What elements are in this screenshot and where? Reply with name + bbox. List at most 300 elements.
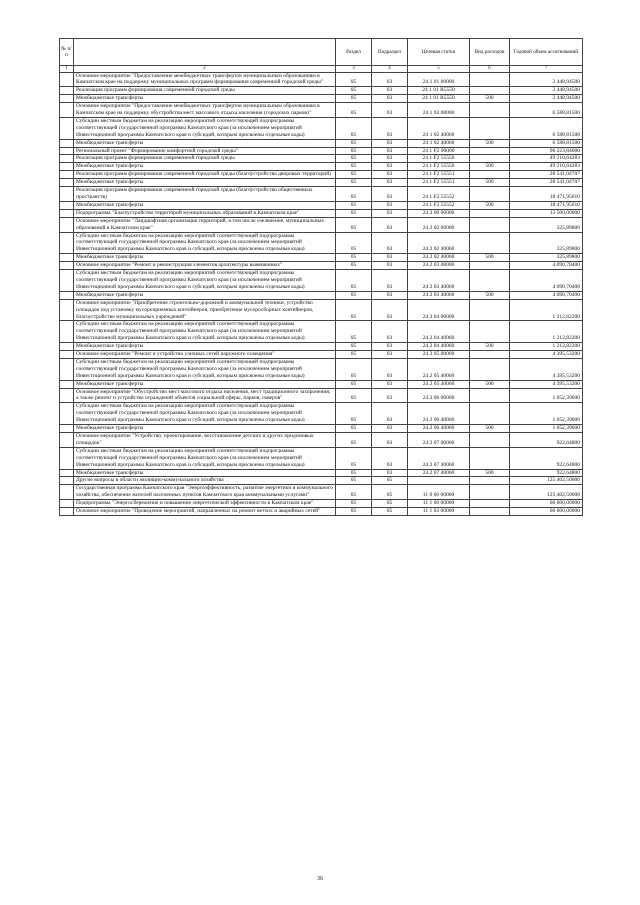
row-annual-sum-cell: 2 448,94500 [510, 95, 583, 103]
row-number-cell [60, 187, 74, 202]
table-row [60, 232, 583, 254]
row-number-cell [60, 433, 74, 448]
column-number: 7 [510, 66, 583, 73]
row-razdel-cell: 05 [336, 147, 372, 155]
column-number: 6 [470, 66, 510, 73]
row-name-cell: Межбюджетные трансферты [74, 425, 336, 433]
row-razdel-cell: 05 [336, 95, 372, 103]
row-annual-sum-cell: 13 500,00000 [510, 209, 583, 217]
column-number: 1 [60, 66, 74, 73]
row-podrazdel-cell: 03 [372, 321, 408, 343]
row-name-cell: Подпрограмма "Энергосбережение и повышение энергетической эффективности в Камчатском крае" [74, 500, 336, 508]
header-num: № п/п [60, 39, 74, 66]
row-number-cell [60, 403, 74, 425]
row-annual-sum-cell: 922,64800 [510, 469, 583, 477]
row-annual-sum-cell: 922,64800 [510, 447, 583, 469]
table-row [60, 403, 583, 425]
row-annual-sum-cell: 6 588,81500 [510, 103, 583, 118]
row-podrazdel-cell: 03 [372, 163, 408, 171]
table-row [60, 262, 583, 270]
row-podrazdel-cell: 03 [372, 358, 408, 380]
row-name-cell: Межбюджетные трансферты [74, 179, 336, 187]
header-podrazdel: Подраздел [372, 39, 408, 66]
table-row [60, 388, 583, 403]
row-razdel-cell: 05 [336, 254, 372, 262]
row-podrazdel-cell: 03 [372, 262, 408, 270]
row-target-article-cell: 24 2 04 00000 [408, 299, 470, 321]
row-razdel-cell: 05 [336, 291, 372, 299]
row-razdel-cell: 05 [336, 425, 372, 433]
row-expense-type-cell [470, 299, 510, 321]
table-row [60, 171, 583, 179]
table-row [60, 87, 583, 95]
row-name-cell: Основное мероприятие "Обустройство мест массового отдыха населения, мест традиционного захоронения, а также ремонт и устройство ограждений объектов социальной сферы, парков, скверов" [74, 388, 336, 403]
row-expense-type-cell: 500 [470, 254, 510, 262]
row-expense-type-cell [470, 232, 510, 254]
row-target-article-cell: 24 1 02 40060 [408, 117, 470, 139]
row-name-cell: Межбюджетные трансферты [74, 95, 336, 103]
row-name-cell: Основное мероприятие "Ремонт и реконструкция элементов архитектуры вывешенных" [74, 262, 336, 270]
row-name-cell: Другие вопросы в области жилищно-коммунального хозяйства [74, 477, 336, 485]
row-razdel-cell: 05 [336, 232, 372, 254]
row-podrazdel-cell: 03 [372, 388, 408, 403]
row-target-article-cell: 11 1 03 00000 [408, 508, 470, 516]
row-name-cell: Основное мероприятие "Предоставление межбюджетных трансфертов муниципальным образованиям в Камчатском крае на поддержку муниципальных программ формирования современной городской среды" [74, 72, 336, 87]
row-podrazdel-cell: 03 [372, 155, 408, 163]
row-expense-type-cell [470, 147, 510, 155]
row-annual-sum-cell: 325,89800 [510, 232, 583, 254]
row-number-cell [60, 117, 74, 139]
row-expense-type-cell [470, 321, 510, 343]
row-target-article-cell: 24 2 04 40060 [408, 343, 470, 351]
row-number-cell [60, 500, 74, 508]
row-target-article-cell: 24 1 F2 55552 [408, 187, 470, 202]
row-razdel-cell: 05 [336, 201, 372, 209]
row-annual-sum-cell: 6 588,81500 [510, 117, 583, 139]
row-razdel-cell: 05 [336, 163, 372, 171]
row-expense-type-cell: 500 [470, 179, 510, 187]
row-podrazdel-cell: 03 [372, 72, 408, 87]
table-body [60, 72, 583, 515]
table-row [60, 201, 583, 209]
row-expense-type-cell [470, 262, 510, 270]
row-annual-sum-cell: 18 471,95010 [510, 187, 583, 202]
row-expense-type-cell [470, 485, 510, 500]
row-target-article-cell: 24 1 F2 55550 [408, 155, 470, 163]
row-annual-sum-cell: 6 588,81500 [510, 139, 583, 147]
row-number-cell [60, 217, 74, 232]
row-expense-type-cell: 500 [470, 380, 510, 388]
row-razdel-cell: 05 [336, 321, 372, 343]
row-expense-type-cell: 500 [470, 343, 510, 351]
table-row [60, 179, 583, 187]
row-name-cell: Основное мероприятие "Предоставление межбюджетных трансфертов муниципальным образованиям в Камчатском крае на поддержку обустройства мест массового отдыха населения (городских парков)" [74, 103, 336, 118]
row-podrazdel-cell: 03 [372, 351, 408, 359]
row-razdel-cell: 05 [336, 299, 372, 321]
row-number-cell [60, 358, 74, 380]
row-razdel-cell: 05 [336, 72, 372, 87]
row-target-article-cell: 24 2 04 40060 [408, 321, 470, 343]
row-number-cell [60, 270, 74, 292]
row-razdel-cell: 05 [336, 103, 372, 118]
row-target-article-cell: 24 1 02 40060 [408, 139, 470, 147]
row-razdel-cell: 05 [336, 447, 372, 469]
table-row [60, 155, 583, 163]
row-annual-sum-cell: 4 395,53200 [510, 380, 583, 388]
table-row [60, 299, 583, 321]
row-number-cell [60, 485, 74, 500]
row-number-cell [60, 299, 74, 321]
row-name-cell: Межбюджетные трансферты [74, 469, 336, 477]
row-podrazdel-cell: 03 [372, 171, 408, 179]
row-expense-type-cell [470, 508, 510, 516]
table-row [60, 343, 583, 351]
row-target-article-cell: 11 0 00 00000 [408, 485, 470, 500]
row-name-cell: Межбюджетные трансферты [74, 291, 336, 299]
row-podrazdel-cell: 03 [372, 201, 408, 209]
row-razdel-cell: 05 [336, 270, 372, 292]
row-target-article-cell: 24 2 02 40060 [408, 232, 470, 254]
row-number-cell [60, 477, 74, 485]
row-number-cell [60, 351, 74, 359]
header-expense-type: Вид расходов [470, 39, 510, 66]
row-razdel-cell: 05 [336, 117, 372, 139]
row-target-article-cell: 24 1 F2 55552 [408, 201, 470, 209]
row-podrazdel-cell: 03 [372, 299, 408, 321]
row-annual-sum-cell: 28 541,04707 [510, 179, 583, 187]
row-podrazdel-cell: 03 [372, 291, 408, 299]
row-annual-sum-cell: 4 395,53200 [510, 358, 583, 380]
row-podrazdel-cell: 03 [372, 179, 408, 187]
row-name-cell: Субсидии местным бюджетам на реализацию мероприятий соответствующей подпрограммы соответствующей государственной программы Камчатского края (за исключением мероприятий Инвестиционной программы Камчатского края и субсидий, которым присвоены отдельные коды) [74, 447, 336, 469]
row-number-cell [60, 380, 74, 388]
header-target-article: Целевая статья [408, 39, 470, 66]
row-expense-type-cell: 500 [470, 163, 510, 171]
row-name-cell: Субсидии местным бюджетам на реализацию мероприятий соответствующей подпрограммы соответствующей государственной программы Камчатского края (за исключением мероприятий Инвестиционной программы Камчатского края и субсидий, которым присвоены отдельные коды) [74, 270, 336, 292]
row-expense-type-cell: 500 [470, 291, 510, 299]
row-target-article-cell: 24 2 02 40060 [408, 254, 470, 262]
row-name-cell: Региональный проект "Формирование комфортной городской среды" [74, 147, 336, 155]
row-expense-type-cell [470, 358, 510, 380]
row-expense-type-cell: 500 [470, 139, 510, 147]
row-podrazdel-cell: 03 [372, 425, 408, 433]
row-podrazdel-cell: 03 [372, 147, 408, 155]
row-number-cell [60, 155, 74, 163]
row-podrazdel-cell: 05 [372, 500, 408, 508]
header-annual-sum: Годовой объем ассигнований [510, 39, 583, 66]
row-razdel-cell: 05 [336, 155, 372, 163]
row-name-cell: Подпрограмма "Благоустройство территорий муниципальных образований в Камчатском крае" [74, 209, 336, 217]
row-annual-sum-cell: 1 652,39600 [510, 403, 583, 425]
table-row [60, 270, 583, 292]
row-number-cell [60, 508, 74, 516]
row-target-article-cell: 24 1 02 00000 [408, 103, 470, 118]
row-expense-type-cell [470, 433, 510, 448]
row-name-cell: Межбюджетные трансферты [74, 380, 336, 388]
table-row [60, 163, 583, 171]
row-podrazdel-cell: 05 [372, 508, 408, 516]
row-annual-sum-cell: 922,64800 [510, 433, 583, 448]
row-razdel-cell: 05 [336, 351, 372, 359]
row-expense-type-cell [470, 217, 510, 232]
row-razdel-cell: 05 [336, 477, 372, 485]
row-number-cell [60, 171, 74, 179]
row-expense-type-cell [470, 447, 510, 469]
row-expense-type-cell [470, 500, 510, 508]
budget-table [59, 38, 583, 516]
header-razdel: Раздел [336, 39, 372, 66]
row-target-article-cell: 24 2 02 00000 [408, 217, 470, 232]
row-target-article-cell: 24 2 03 40060 [408, 270, 470, 292]
row-podrazdel-cell: 03 [372, 139, 408, 147]
row-name-cell: Межбюджетные трансферты [74, 201, 336, 209]
row-target-article-cell: 24 2 05 40060 [408, 380, 470, 388]
row-podrazdel-cell: 03 [372, 232, 408, 254]
row-razdel-cell: 05 [336, 171, 372, 179]
row-podrazdel-cell: 03 [372, 117, 408, 139]
row-podrazdel-cell: 03 [372, 380, 408, 388]
row-podrazdel-cell: 03 [372, 469, 408, 477]
row-name-cell: Субсидии местным бюджетам на реализацию мероприятий соответствующей подпрограммы соответствующей государственной программы Камчатского края (за исключением мероприятий Инвестиционной программы Камчатского края и субсидий, которым присвоены отдельные коды) [74, 321, 336, 343]
row-annual-sum-cell: 4 090,70400 [510, 291, 583, 299]
row-expense-type-cell: 500 [470, 469, 510, 477]
row-number-cell [60, 139, 74, 147]
row-target-article-cell: 24 1 01 R5550 [408, 95, 470, 103]
row-target-article-cell: 24 2 00 00000 [408, 209, 470, 217]
row-name-cell: Межбюджетные трансферты [74, 163, 336, 171]
row-name-cell: Основное мероприятие "Ремонт и устройство уличных сетей наружного освещения" [74, 351, 336, 359]
row-target-article-cell: 24 1 F2 55551 [408, 179, 470, 187]
row-razdel-cell: 05 [336, 403, 372, 425]
row-podrazdel-cell: 03 [372, 403, 408, 425]
row-number-cell [60, 179, 74, 187]
row-target-article-cell: 24 1 F2 55550 [408, 163, 470, 171]
table-row [60, 117, 583, 139]
row-name-cell: Реализация программ формирования современной городской среды [74, 155, 336, 163]
row-expense-type-cell [470, 477, 510, 485]
row-number-cell [60, 388, 74, 403]
row-expense-type-cell [470, 117, 510, 139]
row-podrazdel-cell: 03 [372, 209, 408, 217]
row-razdel-cell: 05 [336, 508, 372, 516]
row-number-cell [60, 103, 74, 118]
row-podrazdel-cell: 03 [372, 270, 408, 292]
row-annual-sum-cell: 325,89800 [510, 217, 583, 232]
row-expense-type-cell [470, 270, 510, 292]
row-annual-sum-cell: 1 212,82200 [510, 299, 583, 321]
row-annual-sum-cell: 1 652,39600 [510, 425, 583, 433]
row-expense-type-cell [470, 187, 510, 202]
row-podrazdel-cell: 03 [372, 103, 408, 118]
row-target-article-cell: 24 2 03 00000 [408, 262, 470, 270]
row-target-article-cell: 24 1 01 R5550 [408, 87, 470, 95]
row-razdel-cell: 05 [336, 433, 372, 448]
table-row [60, 95, 583, 103]
row-podrazdel-cell: 05 [372, 477, 408, 485]
row-podrazdel-cell: 03 [372, 433, 408, 448]
table-row [60, 139, 583, 147]
row-razdel-cell: 05 [336, 500, 372, 508]
row-number-cell [60, 469, 74, 477]
row-number-cell [60, 95, 74, 103]
column-number: 2 [74, 66, 336, 73]
table-row [60, 508, 583, 516]
row-razdel-cell: 05 [336, 469, 372, 477]
row-expense-type-cell [470, 171, 510, 179]
row-expense-type-cell [470, 103, 510, 118]
row-expense-type-cell [470, 155, 510, 163]
row-number-cell [60, 201, 74, 209]
table-row [60, 209, 583, 217]
row-number-cell [60, 343, 74, 351]
row-name-cell: Субсидии местным бюджетам на реализацию мероприятий соответствующей подпрограммы соответствующей государственной программы Камчатского края (за исключением мероприятий Инвестиционной программы Камчатского края и субсидий, которым присвоены отдельные коды) [74, 232, 336, 254]
table-row [60, 147, 583, 155]
row-annual-sum-cell: 2 448,94500 [510, 72, 583, 87]
row-annual-sum-cell: 1 212,82200 [510, 321, 583, 343]
row-number-cell [60, 321, 74, 343]
row-number-cell [60, 87, 74, 95]
row-expense-type-cell [470, 87, 510, 95]
table-row [60, 425, 583, 433]
row-target-article-cell: 24 1 F2 00000 [408, 147, 470, 155]
row-podrazdel-cell: 03 [372, 447, 408, 469]
row-name-cell: Межбюджетные трансферты [74, 139, 336, 147]
header-name [74, 39, 336, 66]
row-expense-type-cell [470, 72, 510, 87]
row-razdel-cell: 05 [336, 87, 372, 95]
row-annual-sum-cell: 1 652,39600 [510, 388, 583, 403]
row-razdel-cell: 05 [336, 139, 372, 147]
table-row [60, 477, 583, 485]
header-row [60, 39, 583, 66]
row-name-cell: Субсидии местным бюджетам на реализацию мероприятий соответствующей подпрограммы соответствующей государственной программы Камчатского края (за исключением мероприятий Инвестиционной программы Камчатского края и субсидий, которым присвоены отдельные коды) [74, 403, 336, 425]
row-annual-sum-cell: 96 223,84000 [510, 147, 583, 155]
row-annual-sum-cell: 125 402,50000 [510, 485, 583, 500]
row-podrazdel-cell: 03 [372, 95, 408, 103]
row-number-cell [60, 254, 74, 262]
row-expense-type-cell [470, 403, 510, 425]
row-razdel-cell: 05 [336, 217, 372, 232]
row-expense-type-cell: 500 [470, 201, 510, 209]
row-podrazdel-cell: 03 [372, 254, 408, 262]
row-target-article-cell [408, 477, 470, 485]
row-name-cell: Межбюджетные трансферты [74, 254, 336, 262]
row-name-cell: Основное мероприятие "Приобретение строительно-дорожной и коммунальной техники, устройство площадок под установку мусороприемных контейнеров, приобретение мусоросборных контейнеров, благоустройство муниципальных учреждений" [74, 299, 336, 321]
row-target-article-cell: 24 2 06 40060 [408, 403, 470, 425]
row-target-article-cell: 24 2 06 00000 [408, 388, 470, 403]
row-razdel-cell: 05 [336, 262, 372, 270]
row-target-article-cell: 24 2 07 40060 [408, 469, 470, 477]
table-row [60, 485, 583, 500]
table-row [60, 447, 583, 469]
table-row [60, 254, 583, 262]
row-annual-sum-cell: 66 600,00000 [510, 500, 583, 508]
row-target-article-cell: 24 2 03 40060 [408, 291, 470, 299]
table-row [60, 358, 583, 380]
row-target-article-cell: 11 1 00 00000 [408, 500, 470, 508]
row-annual-sum-cell: 49 210,64283 [510, 155, 583, 163]
table-row [60, 433, 583, 448]
row-razdel-cell: 05 [336, 209, 372, 217]
table-row [60, 291, 583, 299]
row-name-cell: Межбюджетные трансферты [74, 343, 336, 351]
row-number-cell [60, 291, 74, 299]
row-number-cell [60, 262, 74, 270]
column-number: 5 [408, 66, 470, 73]
column-number: 3 [336, 66, 372, 73]
row-annual-sum-cell: 18 471,95010 [510, 201, 583, 209]
budget-table-sheet [59, 38, 582, 516]
row-expense-type-cell [470, 351, 510, 359]
row-annual-sum-cell: 66 600,00000 [510, 508, 583, 516]
row-target-article-cell: 24 2 07 40060 [408, 447, 470, 469]
row-expense-type-cell: 500 [470, 425, 510, 433]
row-name-cell: Основное мероприятие "Ландшафтная организация территорий, в том числе озеленение, муниципальных образований в Камчатском крае" [74, 217, 336, 232]
row-annual-sum-cell: 125 402,50000 [510, 477, 583, 485]
row-number-cell [60, 425, 74, 433]
row-number-cell [60, 447, 74, 469]
row-razdel-cell: 05 [336, 380, 372, 388]
row-podrazdel-cell: 03 [372, 217, 408, 232]
row-annual-sum-cell: 4 090,70400 [510, 270, 583, 292]
row-annual-sum-cell: 2 448,94500 [510, 87, 583, 95]
table-row [60, 103, 583, 118]
row-annual-sum-cell: 1 212,82200 [510, 343, 583, 351]
row-podrazdel-cell: 03 [372, 87, 408, 95]
row-expense-type-cell [470, 388, 510, 403]
row-name-cell: Субсидии местным бюджетам на реализацию мероприятий соответствующей подпрограммы соответствующей государственной программы Камчатского края (за исключением мероприятий Инвестиционной программы Камчатского края и субсидий, которым присвоены отдельные коды) [74, 358, 336, 380]
row-number-cell [60, 209, 74, 217]
row-razdel-cell: 05 [336, 358, 372, 380]
row-podrazdel-cell: 03 [372, 187, 408, 202]
row-name-cell: Основное мероприятие "Устройство, проектирование, восстановление детских и других придомовых площадок" [74, 433, 336, 448]
row-podrazdel-cell: 05 [372, 485, 408, 500]
row-name-cell: Реализация программ формирования современной городской среды (благоустройство общественных пространств) [74, 187, 336, 202]
row-podrazdel-cell: 03 [372, 343, 408, 351]
table-row [60, 380, 583, 388]
row-number-cell [60, 72, 74, 87]
row-target-article-cell: 24 2 05 00000 [408, 351, 470, 359]
row-name-cell: Реализация программ формирования современной городской среды [74, 87, 336, 95]
row-razdel-cell: 05 [336, 187, 372, 202]
row-name-cell: Субсидии местным бюджетам на реализацию мероприятий соответствующей подпрограммы соответствующей государственной программы Камчатского края (за исключением мероприятий Инвестиционной программы Камчатского края и субсидий, которым присвоены отдельные коды) [74, 117, 336, 139]
row-name-cell: Реализация программ формирования современной городской среды (благоустройство дворовых территорий) [74, 171, 336, 179]
row-expense-type-cell [470, 209, 510, 217]
row-razdel-cell: 05 [336, 485, 372, 500]
row-target-article-cell: 24 2 07 00000 [408, 433, 470, 448]
table-row [60, 351, 583, 359]
table-row [60, 217, 583, 232]
row-name-cell: Государственная программа Камчатского края "Энергоэффективность, развитие энергетики и коммунального хозяйства, обеспечение жителей населенных пунктов Камчатского края коммунальными услугами" [74, 485, 336, 500]
table-row [60, 500, 583, 508]
row-annual-sum-cell: 4 395,53200 [510, 351, 583, 359]
row-expense-type-cell: 500 [470, 95, 510, 103]
row-razdel-cell: 05 [336, 343, 372, 351]
row-annual-sum-cell: 4 090,70400 [510, 262, 583, 270]
table-row [60, 469, 583, 477]
row-target-article-cell: 24 1 F2 55551 [408, 171, 470, 179]
row-name-cell: Основное мероприятие "Проведение мероприятий, направленных на ремонт ветхих и аварийных сетей" [74, 508, 336, 516]
table-row [60, 72, 583, 87]
row-razdel-cell: 05 [336, 179, 372, 187]
row-annual-sum-cell: 28 541,04707 [510, 171, 583, 179]
row-number-cell [60, 147, 74, 155]
page-number: 36 [317, 876, 323, 882]
row-annual-sum-cell: 49 210,64283 [510, 163, 583, 171]
table-row [60, 321, 583, 343]
row-number-cell [60, 163, 74, 171]
row-annual-sum-cell: 325,89800 [510, 254, 583, 262]
